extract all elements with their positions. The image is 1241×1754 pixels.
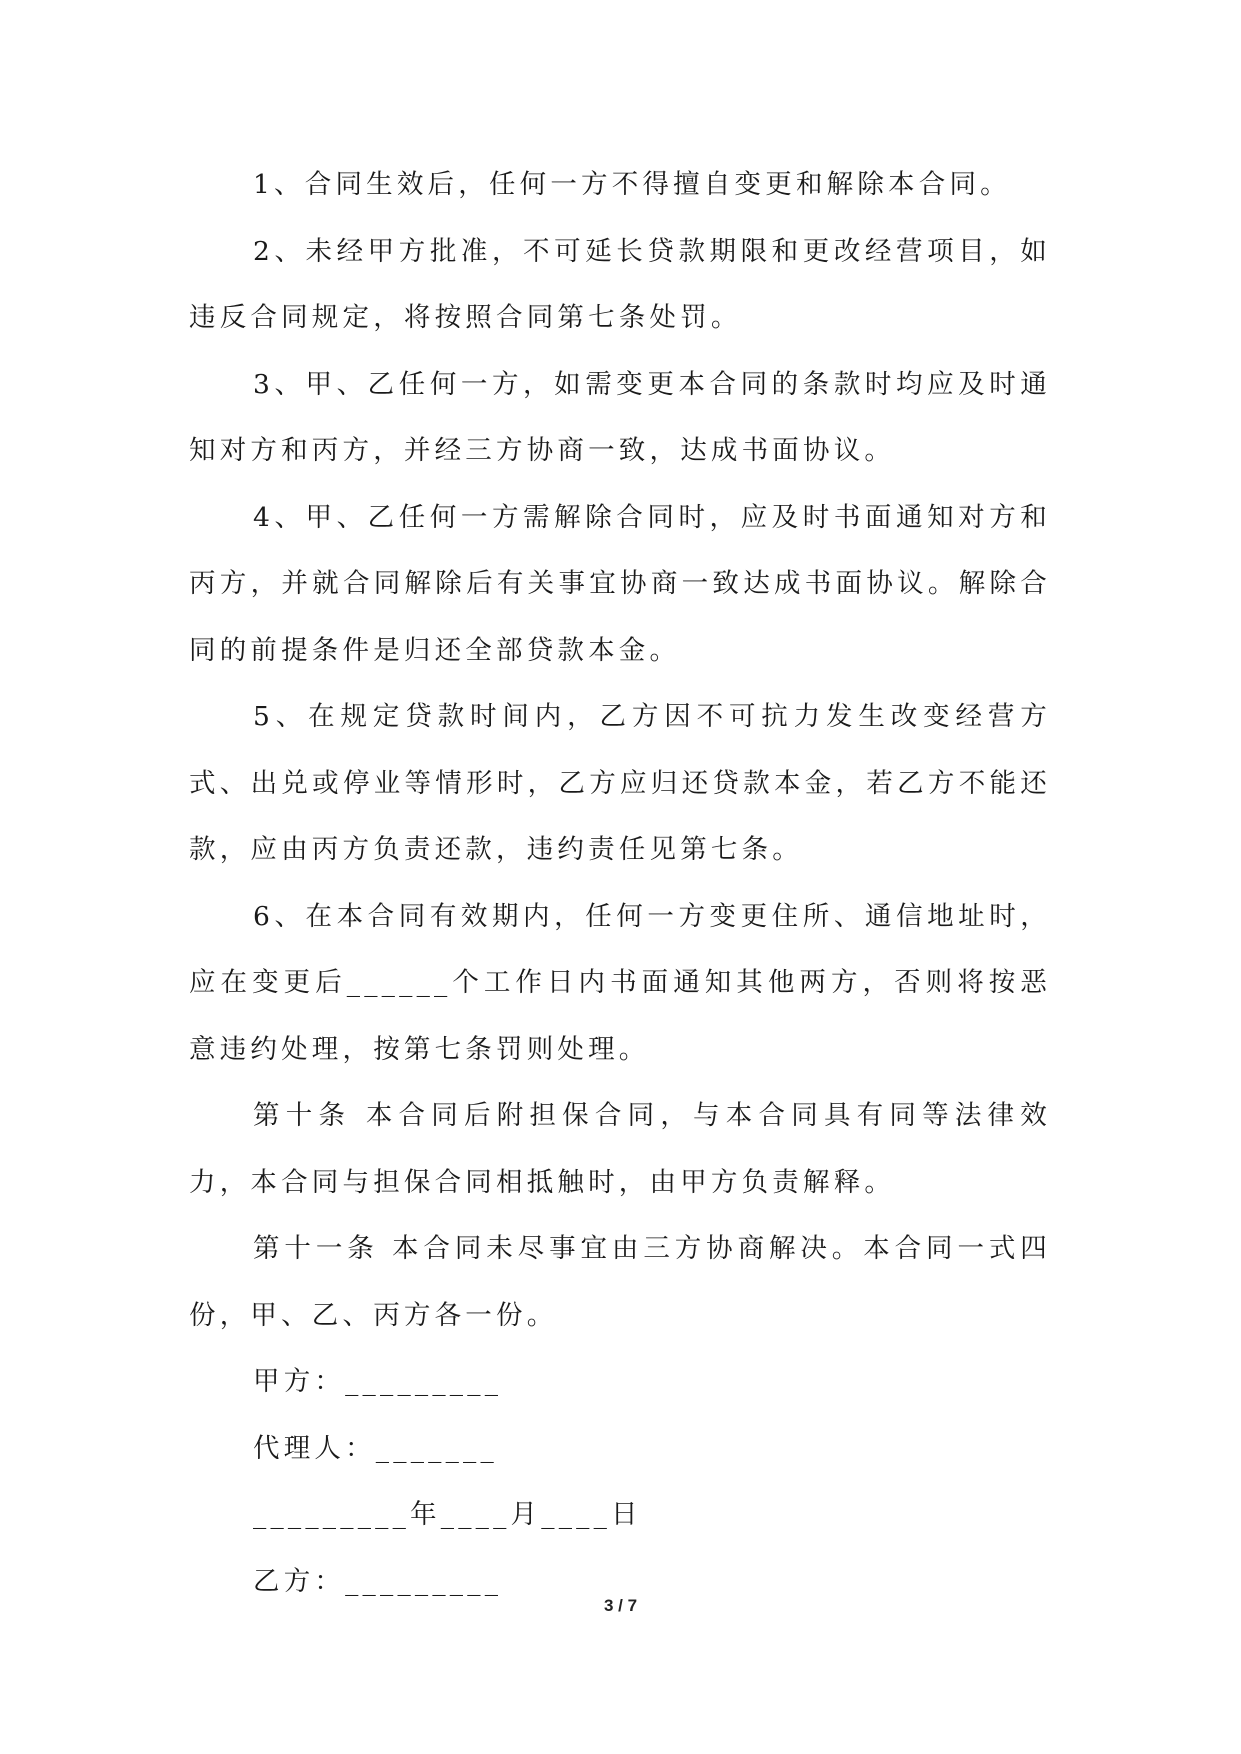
article-11: 第十一条 本合同未尽事宜由三方协商解决。本合同一式四份，甲、乙、丙方各一份。 — [189, 1233, 1051, 1331]
clause-1: 1、合同生效后，任何一方不得擅自变更和解除本合同。 — [253, 169, 1011, 200]
date-line: _________年____月____日 — [253, 1499, 642, 1530]
party-b-signature-line: 乙方：_________ — [253, 1565, 503, 1597]
clause-4: 4、甲、乙任何一方需解除合同时，应及时书面通知对方和丙方，并就合同解除后有关事宜协商一致达成书面协议。解除合同的前提条件是归还全部贷款本金。 — [189, 501, 1051, 666]
clause-6: 6、在本合同有效期内，任何一方变更住所、通信地址时，应在变更后______个工作日内书面通知其他两方，否则将按恶意违约处理，按第七条罚则处理。 — [189, 900, 1051, 1065]
document-body — [189, 152, 1051, 1615]
clause-5: 5、在规定贷款时间内，乙方因不可抗力发生改变经营方式、出兑或停业等情形时，乙方应归还贷款本金，若乙方不能还款，应由丙方负责还款，违约责任见第七条。 — [189, 701, 1051, 865]
party-a-signature-line: 甲方：_________ — [253, 1366, 503, 1397]
clause-2: 2、未经甲方批准，不可延长贷款期限和更改经营项目，如违反合同规定，将按照合同第七条处罚。 — [189, 235, 1051, 333]
page-number: 3 / 7 — [603, 1596, 638, 1615]
clause-3: 3、甲、乙任何一方，如需变更本合同的条款时均应及时通知对方和丙方，并经三方协商一致，达成书面协议。 — [189, 368, 1051, 466]
agent-signature-line: 代理人：_______ — [253, 1432, 498, 1464]
article-10: 第十条 本合同后附担保合同，与本合同具有同等法律效力，本合同与担保合同相抵触时，由甲方负责解释。 — [189, 1100, 1051, 1198]
